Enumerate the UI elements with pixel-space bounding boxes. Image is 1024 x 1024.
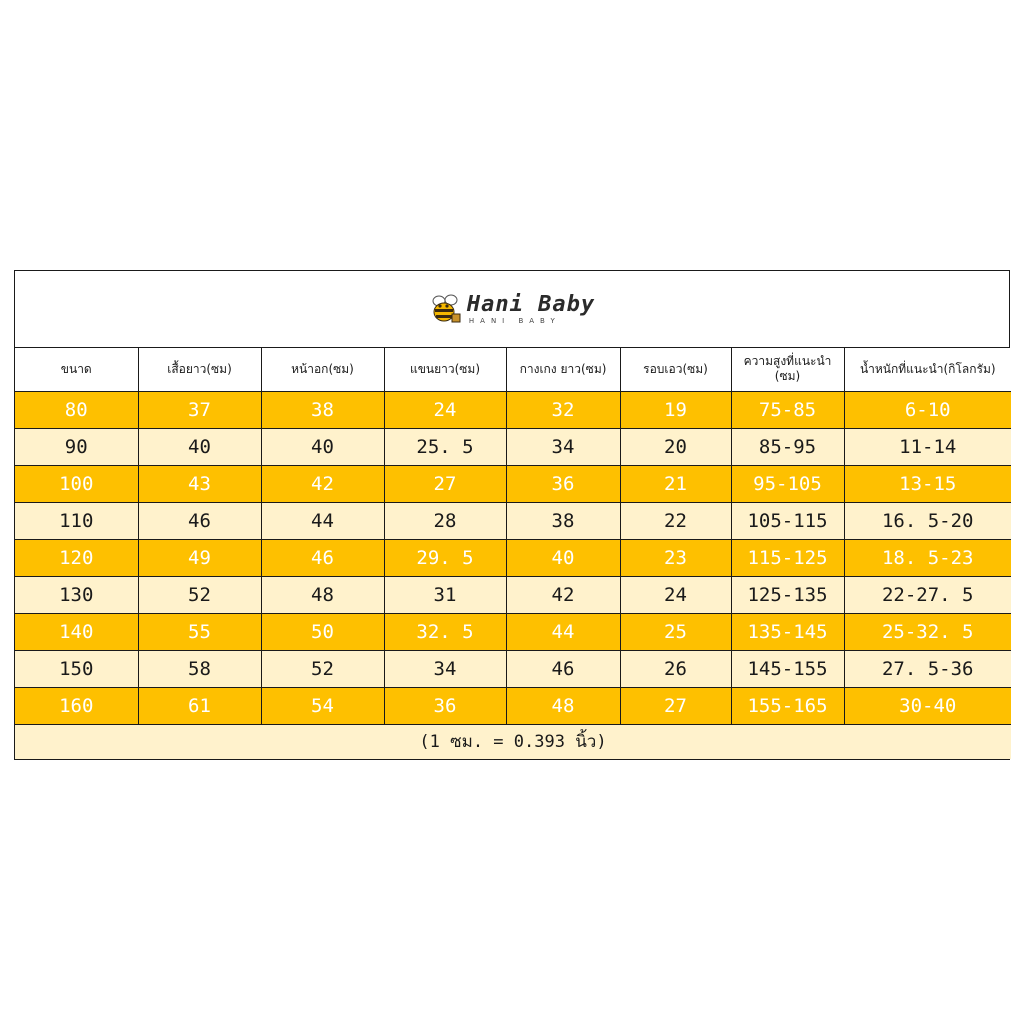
table-cell: 46 [261, 539, 384, 576]
table-cell: 22-27. 5 [844, 576, 1011, 613]
table-cell: 32. 5 [384, 613, 506, 650]
table-row [15, 502, 1011, 539]
table-row [15, 687, 1011, 724]
table-cell: 130 [15, 576, 138, 613]
table-cell: 46 [138, 502, 261, 539]
brand-header [15, 271, 1009, 348]
table-cell: 61 [138, 687, 261, 724]
table-cell: 115-125 [731, 539, 844, 576]
table-cell: 135-145 [731, 613, 844, 650]
table-cell: 34 [506, 428, 620, 465]
table-cell: 27 [620, 687, 731, 724]
table-cell: 23 [620, 539, 731, 576]
table-cell: 42 [261, 465, 384, 502]
size-table [15, 348, 1011, 759]
table-row [15, 539, 1011, 576]
table-row [15, 391, 1011, 428]
col-header-waist: รอบเอว(ซม) [620, 348, 731, 391]
table-cell: 36 [506, 465, 620, 502]
table-cell: 24 [384, 391, 506, 428]
table-cell: 21 [620, 465, 731, 502]
table-cell: 28 [384, 502, 506, 539]
table-cell: 160 [15, 687, 138, 724]
table-cell: 125-135 [731, 576, 844, 613]
col-header-size: ขนาด [15, 348, 138, 391]
table-row [15, 465, 1011, 502]
table-cell: 49 [138, 539, 261, 576]
table-cell: 150 [15, 650, 138, 687]
table-cell: 26 [620, 650, 731, 687]
table-cell: 42 [506, 576, 620, 613]
table-cell: 27. 5-36 [844, 650, 1011, 687]
table-cell: 13-15 [844, 465, 1011, 502]
table-cell: 37 [138, 391, 261, 428]
brand-logo [429, 292, 595, 326]
brand-tagline: HANI BABY [468, 316, 561, 325]
table-cell: 11-14 [844, 428, 1011, 465]
table-row [15, 428, 1011, 465]
table-cell: 40 [261, 428, 384, 465]
table-cell: 19 [620, 391, 731, 428]
table-cell: 80 [15, 391, 138, 428]
col-header-weight: น้ำหนักที่แนะนำ(กิโลกรัม) [844, 348, 1011, 391]
table-cell: 20 [620, 428, 731, 465]
col-header-pants-length: กางเกง ยาว(ซม) [506, 348, 620, 391]
col-header-chest: หน้าอก(ซม) [261, 348, 384, 391]
size-chart [14, 270, 1010, 760]
table-cell: 105-115 [731, 502, 844, 539]
col-header-shirt-length: เสื้อยาว(ซม) [138, 348, 261, 391]
table-cell: 90 [15, 428, 138, 465]
table-cell: 46 [506, 650, 620, 687]
table-cell: 29. 5 [384, 539, 506, 576]
table-cell: 31 [384, 576, 506, 613]
table-cell: 95-105 [731, 465, 844, 502]
table-cell: 100 [15, 465, 138, 502]
table-cell: 25-32. 5 [844, 613, 1011, 650]
table-cell: 16. 5-20 [844, 502, 1011, 539]
table-cell: 54 [261, 687, 384, 724]
header-row [15, 348, 1011, 391]
table-cell: 155-165 [731, 687, 844, 724]
table-cell: 75-85 [731, 391, 844, 428]
table-cell: 6-10 [844, 391, 1011, 428]
table-row [15, 613, 1011, 650]
table-cell: 85-95 [731, 428, 844, 465]
conversion-note: (1 ซม. = 0.393 นิ้ว) [15, 724, 1011, 759]
table-cell: 27 [384, 465, 506, 502]
table-cell: 145-155 [731, 650, 844, 687]
table-row [15, 650, 1011, 687]
table-cell: 38 [261, 391, 384, 428]
table-cell: 30-40 [844, 687, 1011, 724]
table-cell: 120 [15, 539, 138, 576]
table-cell: 36 [384, 687, 506, 724]
table-cell: 18. 5-23 [844, 539, 1011, 576]
table-cell: 38 [506, 502, 620, 539]
table-cell: 32 [506, 391, 620, 428]
table-cell: 25 [620, 613, 731, 650]
table-cell: 40 [138, 428, 261, 465]
table-cell: 34 [384, 650, 506, 687]
table-cell: 48 [261, 576, 384, 613]
table-cell: 58 [138, 650, 261, 687]
table-cell: 40 [506, 539, 620, 576]
bee-icon [429, 292, 463, 326]
table-cell: 25. 5 [384, 428, 506, 465]
table-cell: 140 [15, 613, 138, 650]
table-cell: 52 [138, 576, 261, 613]
table-cell: 44 [506, 613, 620, 650]
col-header-height: ความสูงที่แนะนำ (ซม) [731, 348, 844, 391]
table-cell: 48 [506, 687, 620, 724]
table-cell: 43 [138, 465, 261, 502]
note-row [15, 724, 1011, 759]
brand-name: Hani Baby [466, 291, 596, 317]
table-cell: 55 [138, 613, 261, 650]
table-cell: 52 [261, 650, 384, 687]
col-header-sleeve-length: แขนยาว(ซม) [384, 348, 506, 391]
table-cell: 110 [15, 502, 138, 539]
table-cell: 24 [620, 576, 731, 613]
table-row [15, 576, 1011, 613]
table-cell: 44 [261, 502, 384, 539]
table-cell: 22 [620, 502, 731, 539]
table-cell: 50 [261, 613, 384, 650]
